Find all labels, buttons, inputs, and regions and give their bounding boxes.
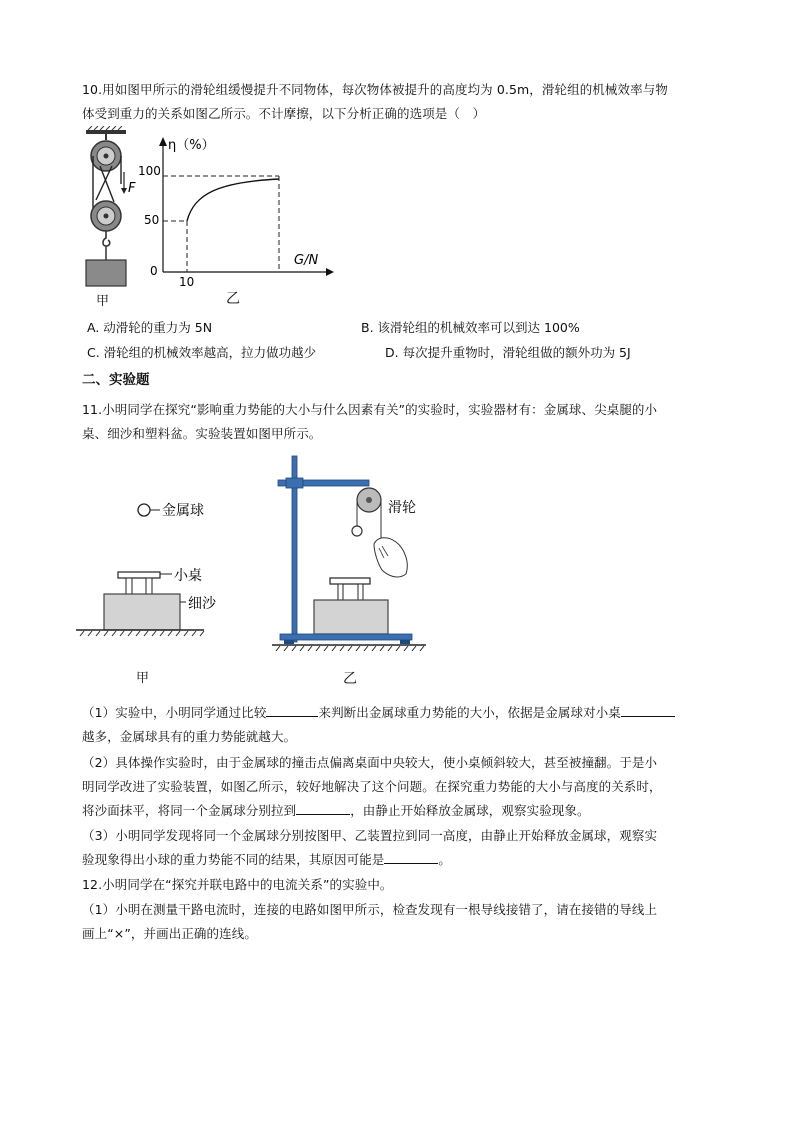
- apparatus-figure-a: [72, 494, 242, 644]
- label-sand: 细沙: [188, 596, 216, 612]
- q11-p2-text-a: 将沙面抹平，将同一个金属球分别拉到: [82, 803, 297, 818]
- stand-arm: [303, 480, 369, 486]
- ceiling: [86, 130, 126, 134]
- q11-p2-line2: 明同学改进了实验装置，如图乙所示，较好地解决了这个问题。在探究重力势能的大小与高度的关系时，: [82, 779, 662, 794]
- q11-p3-blank[interactable]: [384, 851, 438, 864]
- q12-line1: 12.小明同学在“探究并联电路中的电流关系”的实验中。: [82, 877, 393, 892]
- weight-block: [86, 260, 126, 286]
- q11-p2-text-b: ，由静止开始释放金属球，观察实验现象。: [350, 803, 590, 818]
- q11-p1-text-a: （1）实验中，小明同学通过比较: [82, 705, 267, 720]
- q10-line1: 10.用如图甲所示的滑轮组缓慢提升不同物体，每次物体被提升的高度均为 0.5m，滑轮组的机械效率与物: [82, 82, 668, 97]
- y-tick-0: 0: [150, 264, 158, 278]
- q11-fig-right-caption: 乙: [343, 671, 357, 687]
- q11-fig-left-caption: 甲: [136, 671, 150, 686]
- q11-p3-text-a: 验现象得出小球的重力势能不同的结果，其原因可能是: [82, 852, 385, 867]
- q11-p1-blank1[interactable]: [266, 704, 318, 717]
- small-table: [118, 572, 160, 578]
- q11-p3-line1: （3）小明同学发现将同一个金属球分别按图甲、乙装置拉到同一高度，由静止开始释放金属球，观察实: [82, 828, 658, 843]
- q11-p3-line2: [82, 850, 722, 868]
- q12-p1-line2: 画上“×”，并画出正确的连线。: [82, 926, 257, 941]
- sand-box: [104, 594, 180, 630]
- q11-p1-text-b: 来判断出金属球重力势能的大小，依据是金属球对小桌: [318, 705, 621, 720]
- stand-base: [280, 634, 412, 640]
- option-d: D. 每次提升重物时，滑轮组做的额外功为 5J: [385, 345, 631, 360]
- pulley-system-figure: [84, 126, 144, 306]
- x-tick-10: 10: [179, 275, 195, 289]
- hook: [103, 231, 110, 246]
- q10-line2: 体受到重力的关系如图乙所示。不计摩擦，以下分析正确的选项是（ ）: [82, 106, 486, 121]
- force-label: F: [128, 181, 136, 196]
- section-title: 二、实验题: [82, 372, 150, 388]
- metal-ball: [138, 504, 150, 516]
- q11-line2: 桌、细沙和塑料盆。实验装置如图甲所示。: [82, 426, 322, 441]
- q10-fig-right-caption: 乙: [226, 291, 240, 307]
- clamp: [286, 478, 303, 488]
- q11-p2-line3: [82, 801, 722, 819]
- q11-p2-blank[interactable]: [296, 802, 350, 815]
- y-tick-100: 100: [138, 164, 161, 178]
- option-a: A. 动滑轮的重力为 5N: [87, 320, 213, 335]
- q11-p1-cont: 越多，金属球具有的重力势能就越大。: [82, 729, 297, 744]
- q10-fig-left-caption: 甲: [96, 294, 110, 309]
- x-axis-label: G/N: [294, 253, 319, 268]
- efficiency-chart: [136, 132, 336, 292]
- efficiency-curve: [187, 179, 279, 221]
- q11-p1-blank2[interactable]: [621, 704, 675, 717]
- option-b: B. 该滑轮组的机械效率可以到达 100%: [361, 320, 580, 335]
- label-pulley: 滑轮: [388, 500, 416, 516]
- label-ball: 金属球: [162, 503, 204, 519]
- ceiling-hatching: [88, 126, 122, 130]
- sand-box-b: [314, 600, 388, 634]
- hand: [374, 538, 407, 577]
- y-axis-label: η（%）: [168, 138, 215, 153]
- q11-p1: [82, 703, 722, 721]
- apparatus-figure-b: [266, 452, 436, 666]
- q12-p1-line1: （1）小明在测量干路电流时，连接的电路如图甲所示，检查发现有一根导线接错了，请在接错的导线上: [82, 902, 658, 917]
- q11-p3-text-b: 。: [438, 852, 452, 867]
- q11-line1: 11.小明同学在探究“影响重力势能的大小与什么因素有关”的实验时，实验器材有：金属球、尖桌腿的小: [82, 402, 658, 417]
- metal-ball-b: [352, 526, 362, 536]
- label-table: 小桌: [174, 568, 202, 584]
- q11-p2-line1: （2）具体操作实验时，由于金属球的撞击点偏离桌面中央较大，使小桌倾斜较大，甚至被撞翻。于是小: [82, 755, 658, 770]
- option-c: C. 滑轮组的机械效率越高，拉力做功越少: [87, 345, 317, 360]
- y-tick-50: 50: [144, 213, 160, 227]
- small-table-b: [330, 578, 370, 584]
